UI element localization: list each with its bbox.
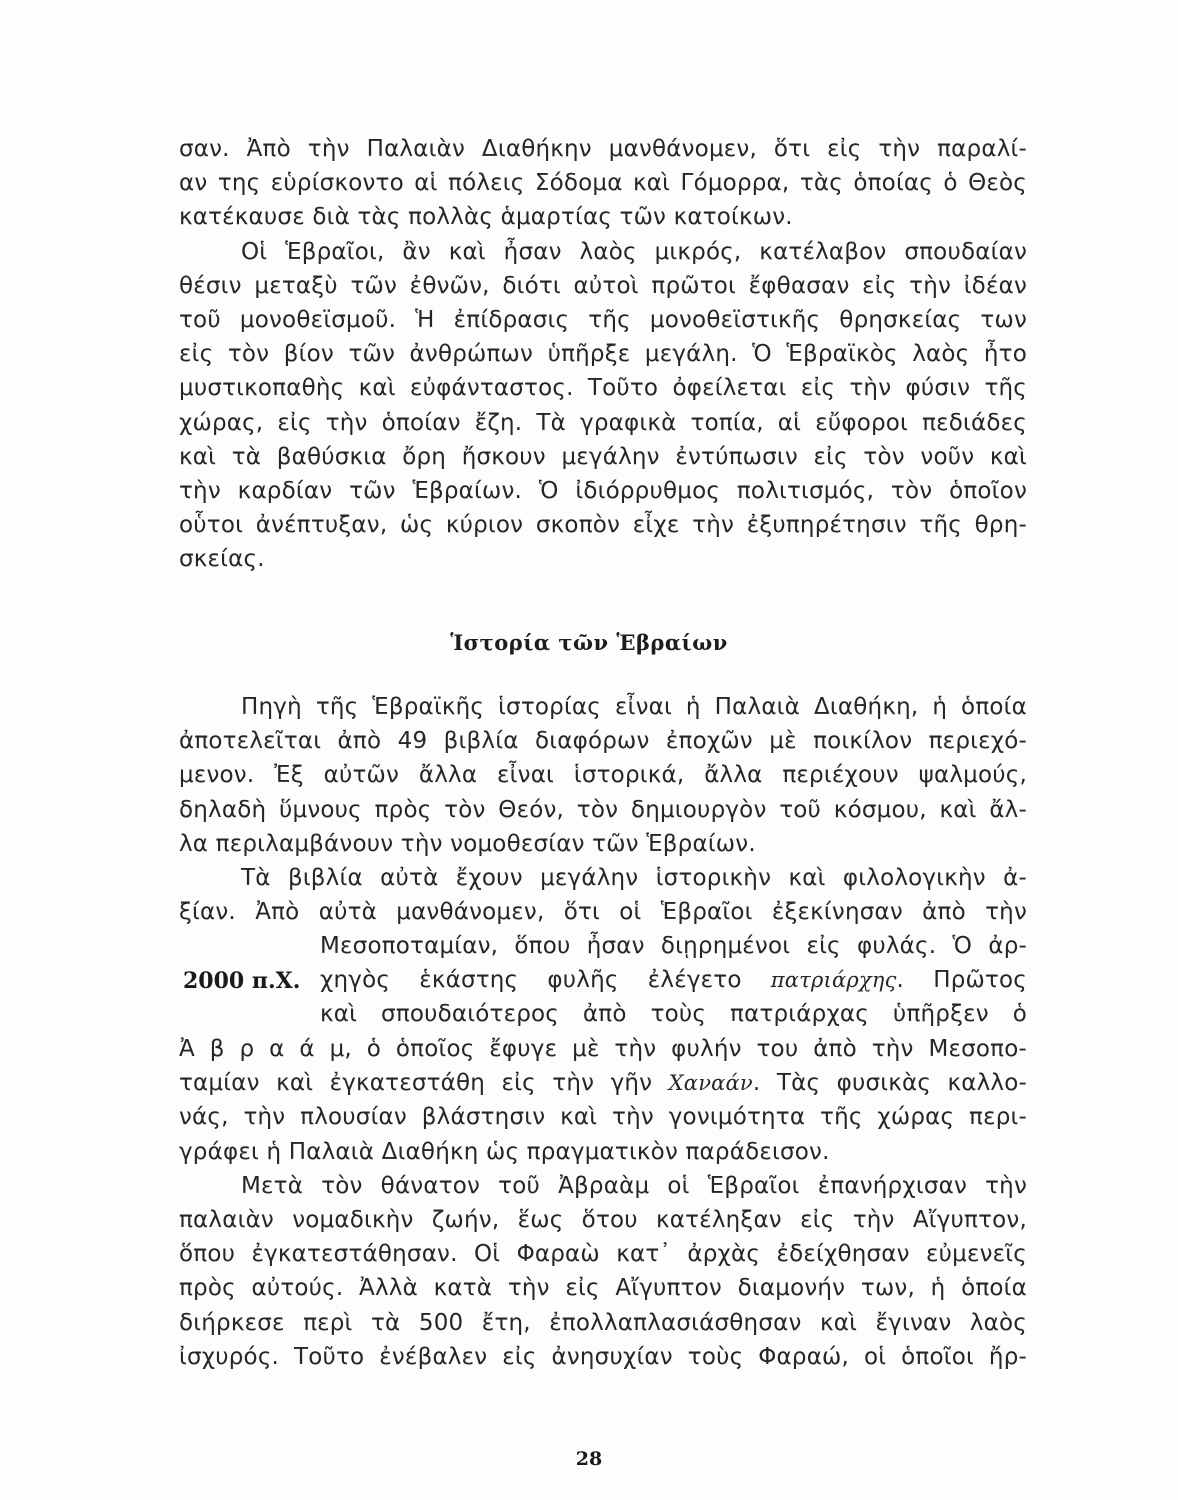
text-line: τοῦ μονοθεϊσμοῦ. Ἡ ἐπίδρασις τῆς μονοθεϊστικῆς θρησκείας των xyxy=(179,306,1027,333)
section-paragraph-1 xyxy=(179,690,1027,929)
text-line: ξίαν. Ἀπὸ αὐτὰ μανθάνομεν, ὅτι οἱ Ἑβραῖοι ἐξεκίνησαν ἀπὸ τὴν xyxy=(179,899,1027,926)
text-line: καὶ τὰ βαθύσκια ὄρη ἤσκουν μεγάλην ἐντύπωσιν εἰς τὸν νοῦν καὶ xyxy=(179,443,1027,470)
text-line: εἰς τὸν βίον τῶν ἀνθρώπων ὑπῆρξε μεγάλη. Ὁ Ἑβραϊκὸς λαὸς ἦτο xyxy=(179,341,1027,368)
text-line: λα περιλαμβάνουν τὴν νομοθεσίαν τῶν Ἑβραίων. xyxy=(179,830,756,857)
text-line: γράφει ἡ Παλαιὰ Διαθήκη ὡς πραγματικὸν παράδεισον. xyxy=(179,1138,830,1165)
text-line: οὗτοι ἀνέπτυξαν, ὡς κύριον σκοπὸν εἶχε τὴν ἐξυπηρέτησιν τῆς θρη- xyxy=(179,512,1027,539)
page-number: 28 xyxy=(575,1448,603,1470)
text-line: Μετὰ τὸν θάνατον τοῦ Ἀβραὰμ οἱ Ἑβραῖοι ἐπανήρχισαν τὴν xyxy=(241,1172,1027,1199)
intro-text xyxy=(179,132,1027,576)
text-line: παλαιὰν νομαδικὴν ζωήν, ἕως ὅτου κατέληξαν εἰς τὴν Αἴγυπτον, xyxy=(179,1206,1027,1233)
text-line: ἰσχυρός. Τοῦτο ἐνέβαλεν εἰς ἀνησυχίαν τοὺς Φαραώ, οἱ ὁποῖοι ἤρ- xyxy=(179,1343,1027,1370)
text-line: μυστικοπαθὴς καὶ εὐφάνταστος. Τοῦτο ὀφείλεται εἰς τὴν φύσιν τῆς xyxy=(179,375,1027,402)
text-fragment: . Πρῶτος xyxy=(896,967,1027,994)
text-fragment: ταμίαν καὶ ἐγκατεστάθη εἰς τὴν γῆν xyxy=(179,1070,669,1097)
term-canaan: Χαναάν xyxy=(668,1071,753,1096)
text-line xyxy=(320,963,1027,997)
text-line: ὅπου ἐγκατεστάθησαν. Οἱ Φαραὼ κατ᾽ ἀρχὰς ἐδείχθησαν εὐμενεῖς xyxy=(179,1241,1027,1268)
text-line: Μεσοποταμίαν, ὅπου ἦσαν διῃρημένοι εἰς φυλάς. Ὁ ἀρ- xyxy=(320,933,1027,959)
text-line: τὴν καρδίαν τῶν Ἑβραίων. Ὁ ἰδιόρρυθμος πολιτισμός, τὸν ὁποῖον xyxy=(179,477,1027,504)
text-line: διήρκεσε περὶ τὰ 500 ἔτη, ἐπολλαπλασιάσθησαν καὶ ἔγιναν λαὸς xyxy=(179,1309,1027,1336)
text-line: Πηγὴ τῆς Ἑβραϊκῆς ἱστορίας εἶναι ἡ Παλαιὰ Διαθήκη, ἡ ὁποία xyxy=(241,694,1027,720)
text-line: χώρας, εἰς τὴν ὁποίαν ἔζη. Τὰ γραφικὰ τοπία, αἱ εὔφοροι πεδιάδες xyxy=(179,409,1027,436)
text-line: θέσιν μεταξὺ τῶν ἐθνῶν, διότι αὐτοὶ πρῶτοι ἔφθασαν εἰς τὴν ἰδέαν xyxy=(179,272,1027,299)
text-line: σαν. Ἀπὸ τὴν Παλαιὰν Διαθήκην μανθάνομεν, ὅτι εἰς τὴν παραλί- xyxy=(179,136,1027,162)
section-heading: Ἱστορία τῶν Ἑβραίων xyxy=(450,630,728,655)
text-line: νάς, τὴν πλουσίαν βλάστησιν καὶ τὴν γονιμότητα τῆς χώρας περι- xyxy=(179,1104,1027,1131)
text-line xyxy=(179,1066,1027,1100)
text-line: δηλαδὴ ὕμνους πρὸς τὸν Θεόν, τὸν δημιουργὸν τοῦ κόσμου, καὶ ἄλ- xyxy=(179,796,1027,823)
text-line: κατέκαυσε διὰ τὰς πολλὰς ἁμαρτίας τῶν κατοίκων. xyxy=(179,204,793,231)
term-patriarch: πατριάρχης xyxy=(770,968,897,993)
text-line: Οἱ Ἑβραῖοι, ἂν καὶ ἦσαν λαὸς μικρός, κατέλαβον σπουδαίαν xyxy=(241,238,1027,265)
text-fragment: . Τὰς φυσικὰς καλλο- xyxy=(752,1070,1027,1097)
text-line: ἀποτελεῖται ἀπὸ 49 βιβλία διαφόρων ἐποχῶν μὲ ποικίλον περιεχό- xyxy=(179,728,1027,755)
text-line: Τὰ βιβλία αὐτὰ ἔχουν μεγάλην ἱστορικὴν καὶ φιλολογικὴν ἀ- xyxy=(241,864,1027,891)
text-line: αν της εὑρίσκοντο αἱ πόλεις Σόδομα καὶ Γόμορρα, τὰς ὁποίας ὁ Θεὸς xyxy=(179,170,1027,197)
text-line: σκείας. xyxy=(179,546,265,573)
text-line: πρὸς αὐτούς. Ἀλλὰ κατὰ τὴν εἰς Αἴγυπτον διαμονήν των, ἡ ὁποία xyxy=(179,1275,1027,1302)
text-fragment: χηγὸς ἑκάστης φυλῆς ἐλέγετο xyxy=(320,967,771,994)
text-line: μενον. Ἐξ αὐτῶν ἄλλα εἶναι ἱστορικά, ἄλλα περιέχουν ψαλμούς, xyxy=(179,762,1027,789)
text-line: Ἀ β ρ α ά μ, ὁ ὁποῖος ἔφυγε μὲ τὴν φυλήν του ἀπὸ τὴν Μεσοπο- xyxy=(179,1036,1027,1062)
section-paragraph-continued xyxy=(179,1032,1027,1374)
indented-text xyxy=(320,929,1027,1032)
margin-date-note: 2000 π.Χ. xyxy=(183,968,301,994)
text-line: καὶ σπουδαιότερος ἀπὸ τοὺς πατριάρχας ὑπῆρξεν ὁ xyxy=(320,1001,1027,1028)
